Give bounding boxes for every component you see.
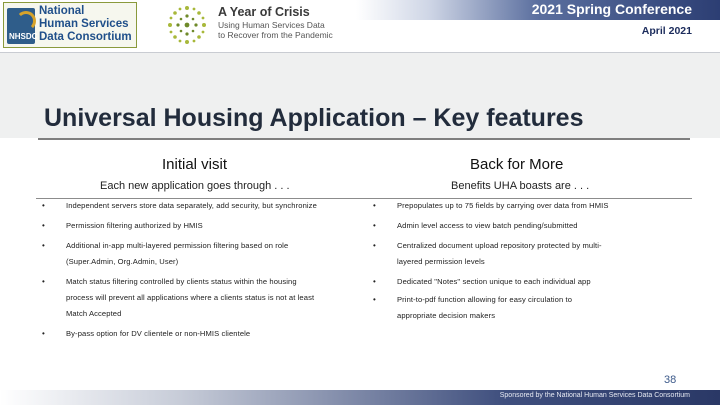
- list-item: [42, 274, 372, 322]
- list-item-text: Dedicated "Notes" section unique to each individual app: [397, 277, 591, 286]
- crisis-subtitle-line: Using Human Services Data: [218, 20, 325, 30]
- left-column-heading: Initial visit: [162, 156, 228, 173]
- page-number: 38: [664, 374, 677, 386]
- list-item-text: layered permission levels: [397, 257, 485, 266]
- logo-text: [39, 5, 132, 44]
- sponsor-footer: [0, 390, 720, 405]
- bullet-icon: •: [373, 295, 376, 304]
- nhsdc-emblem-icon: [7, 8, 38, 44]
- bullet-icon: •: [42, 221, 45, 230]
- list-item: [373, 218, 693, 234]
- bullet-icon: •: [42, 241, 45, 250]
- list-item-text: (Super.Admin, Org.Admin, User): [66, 257, 179, 266]
- left-column-subheading: Each new application goes through . . .: [100, 180, 290, 192]
- list-item: [42, 326, 372, 342]
- logo-line: Human Services: [39, 18, 129, 30]
- right-column-heading: Back for More: [470, 156, 564, 173]
- crisis-subtitle-line: to Recover from the Pandemic: [218, 30, 333, 40]
- left-feature-list: [42, 198, 372, 342]
- conference-header: [0, 0, 720, 52]
- list-item-text: Additional in-app multi-layered permission filtering based on role: [66, 241, 289, 250]
- nhsdc-logo: [3, 2, 137, 48]
- list-item-text: Match Accepted: [66, 309, 122, 318]
- slide-title: Universal Housing Application – Key features: [44, 104, 584, 132]
- list-item-text: Match status filtering controlled by clients status within the housing: [66, 277, 297, 286]
- bullet-icon: •: [373, 201, 376, 210]
- bullet-icon: •: [42, 201, 45, 210]
- crisis-theme: [218, 5, 333, 40]
- logo-line: National: [39, 5, 85, 17]
- list-item-text: Prepopulates up to 75 fields by carrying over data from HMIS: [397, 201, 609, 210]
- list-item-text: Permission filtering authorized by HMIS: [66, 221, 203, 230]
- bullet-icon: •: [373, 277, 376, 286]
- conference-title: 2021 Spring Conference: [531, 1, 692, 17]
- right-column-subheading: Benefits UHA boasts are . . .: [451, 180, 590, 192]
- title-divider: [38, 138, 690, 140]
- right-feature-list: [373, 198, 693, 324]
- list-item-text: By-pass option for DV clientele or non-HMIS clientele: [66, 329, 251, 338]
- crisis-title: A Year of Crisis: [218, 5, 310, 19]
- sunburst-icon: [166, 4, 208, 46]
- list-item-text: process will prevent all applications where a clients status is not at least: [66, 293, 315, 302]
- list-item: [373, 274, 693, 290]
- bullet-icon: •: [42, 277, 45, 286]
- list-item: [42, 218, 372, 234]
- list-item: [373, 292, 693, 324]
- bullet-icon: •: [42, 329, 45, 338]
- list-item-text: Independent servers store data separately, add security, but synchronize: [66, 201, 317, 210]
- conference-bar: [356, 0, 720, 20]
- list-item-text: Admin level access to view batch pending/submitted: [397, 221, 578, 230]
- conference-date: April 2021: [641, 25, 692, 37]
- bullet-icon: •: [373, 241, 376, 250]
- list-item: [42, 238, 372, 270]
- list-item-text: Print-to-pdf function allowing for easy circulation to: [397, 295, 573, 304]
- list-item-text: Centralized document upload repository protected by multi-: [397, 241, 602, 250]
- bullet-icon: •: [373, 221, 376, 230]
- logo-line: Data Consortium: [39, 31, 132, 43]
- list-item: [373, 238, 693, 270]
- list-item-text: appropriate decision makers: [397, 311, 496, 320]
- list-item: [373, 198, 693, 214]
- list-item: [42, 198, 372, 214]
- logo-abbr: NHSDC: [9, 32, 38, 41]
- footer-text: Sponsored by the National Human Services Data Consortium: [499, 392, 690, 399]
